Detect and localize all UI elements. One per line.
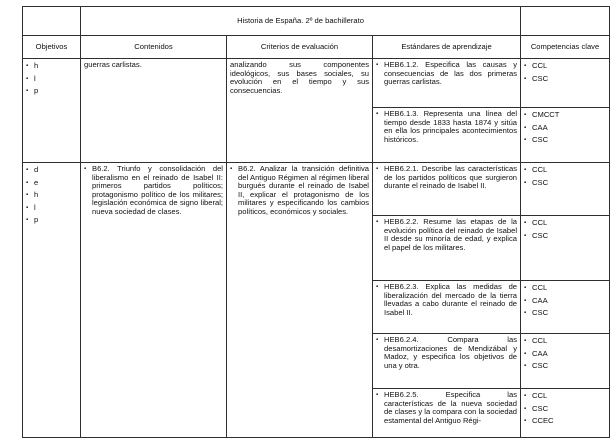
competencia-item: ▪ CCL	[524, 219, 606, 228]
competencias-cell	[521, 216, 610, 281]
standard-cell	[373, 281, 521, 334]
table-row	[23, 59, 610, 108]
standard-text: ▪ HEB6.2.4. Compara las desamortizaciones de Mendizábal y Madoz, y especifica los objetivos de una y otra.	[376, 336, 517, 370]
objetivos-cell	[23, 163, 81, 438]
competencia-item: ▪ CCL	[524, 284, 606, 293]
competencia-item: ▪ CSC	[524, 179, 606, 188]
objetivo-item: ▪ l	[26, 75, 77, 84]
header-objetivos: Objetivos	[23, 36, 81, 59]
competencia-item: ▪ CSC	[524, 362, 606, 371]
standard-text: ▪ HEB6.1.2. Especifica las causas y consecuencias de las dos primeras guerras carlistas.	[376, 61, 517, 87]
standard-cell	[373, 108, 521, 163]
competencia-item: ▪ CCL	[524, 392, 606, 401]
header-competencias: Competencias clave	[521, 36, 610, 59]
objetivo-item: ▪ h	[26, 62, 77, 71]
objetivo-item: ▪ d	[26, 166, 77, 175]
contenido-text: ▪ B6.2. Triunfo y consolidación del liberalismo en el reinado de Isabel II: primeros partidos políticos; protagonismo político de los militares; legislación económica de signo liberal; nueva sociedad de clases.	[84, 165, 223, 216]
competencia-item: ▪ CAA	[524, 350, 606, 359]
objetivos-cell	[23, 59, 81, 163]
header-estandares: Estándares de aprendizaje	[373, 36, 521, 59]
objetivo-item: ▪ p	[26, 87, 77, 96]
criterios-cell	[227, 163, 373, 438]
header-criterios: Criterios de evaluación	[227, 36, 373, 59]
standard-text: ▪ HEB6.2.2. Resume las etapas de la evolución política del reinado de Isabel II desde su minoría de edad, y explica el papel de los militares.	[376, 218, 517, 252]
standard-text: ▪ HEB6.1.3. Representa una línea del tiempo desde 1833 hasta 1874 y sitúa en ella los principales acontecimientos históricos.	[376, 110, 517, 144]
table-row	[23, 163, 610, 216]
title-row	[23, 7, 610, 36]
standard-cell	[373, 389, 521, 438]
competencia-item: ▪ CMCCT	[524, 111, 606, 120]
curriculum-table	[22, 6, 610, 438]
competencia-item: ▪ CCEC	[524, 417, 606, 426]
competencia-item: ▪ CCL	[524, 62, 606, 71]
standard-cell	[373, 334, 521, 389]
standard-cell	[373, 163, 521, 216]
standard-cell	[373, 59, 521, 108]
title-blank-cell-right	[521, 7, 610, 36]
competencia-item: ▪ CSC	[524, 75, 606, 84]
standard-text: ▪ HEB6.2.5. Especifica las características de la nueva sociedad de clases y la compara con la sociedad estamental del Antiguo Régi-	[376, 391, 517, 425]
competencia-item: ▪ CAA	[524, 297, 606, 306]
competencias-cell	[521, 163, 610, 216]
header-row	[23, 36, 610, 59]
competencia-item: ▪ CCL	[524, 166, 606, 175]
table-title: Historia de España. 2º de bachillerato	[81, 7, 521, 36]
competencias-cell	[521, 108, 610, 163]
standard-text: ▪ HEB6.2.1. Describe las características de los partidos políticos que surgieron durante el reinado de Isabel II.	[376, 165, 517, 191]
contenidos-cell: guerras carlistas.	[81, 59, 227, 163]
title-blank-cell	[23, 7, 81, 36]
competencias-cell	[521, 334, 610, 389]
objetivo-item: ▪ p	[26, 216, 77, 225]
contenidos-cell	[81, 163, 227, 438]
criterios-cell: analizando sus componentes ideológicos, sus bases sociales, su evolución en el tiempo y sus consecuencias.	[227, 59, 373, 163]
objetivo-item: ▪ e	[26, 179, 77, 188]
criterio-text: ▪ B6.2. Analizar la transición definitiva del Antiguo Régimen al régimen liberal burgués durante el reinado de Isabel II, explicar el protagonismo de los militares y especificando los cambios políticos, económicos y sociales.	[230, 165, 369, 216]
competencia-item: ▪ CSC	[524, 405, 606, 414]
objetivo-item: ▪ l	[26, 204, 77, 213]
competencia-item: ▪ CSC	[524, 309, 606, 318]
competencia-item: ▪ CSC	[524, 232, 606, 241]
competencia-item: ▪ CCL	[524, 337, 606, 346]
header-contenidos: Contenidos	[81, 36, 227, 59]
standard-cell	[373, 216, 521, 281]
competencias-cell	[521, 281, 610, 334]
competencia-item: ▪ CSC	[524, 136, 606, 145]
competencias-cell	[521, 59, 610, 108]
standard-text: ▪ HEB6.2.3. Explica las medidas de liberalización del mercado de la tierra llevadas a cabo durante el reinado de Isabel II.	[376, 283, 517, 317]
competencias-cell	[521, 389, 610, 438]
objetivo-item: ▪ h	[26, 191, 77, 200]
competencia-item: ▪ CAA	[524, 124, 606, 133]
